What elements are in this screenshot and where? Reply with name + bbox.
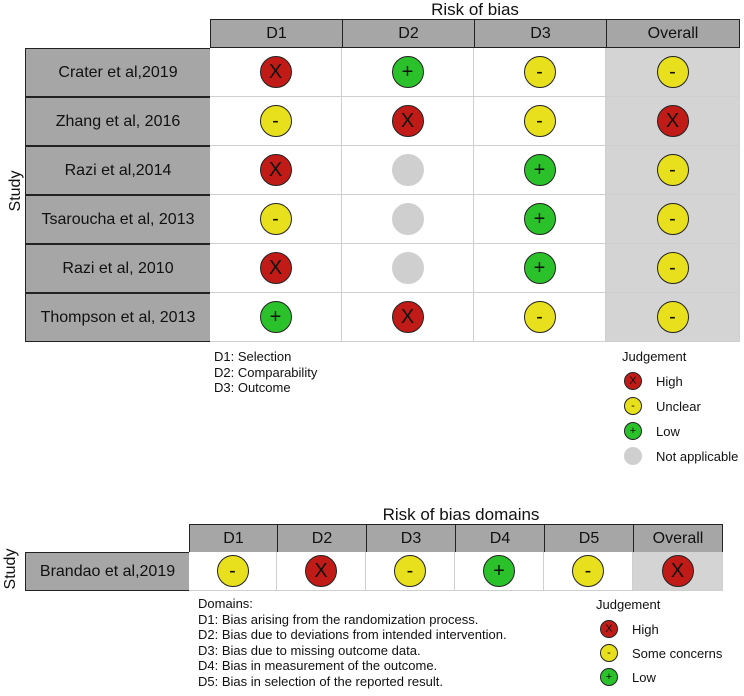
study-label: Crater et al,2019	[25, 48, 211, 97]
study-label: Zhang et al, 2016	[25, 97, 211, 146]
plus-icon: +	[600, 668, 618, 686]
domain-notes	[214, 349, 317, 396]
minus-icon: -	[524, 56, 556, 88]
minus-icon: -	[600, 644, 618, 662]
minus-icon: -	[657, 154, 689, 186]
column-header-d3: D3	[366, 524, 456, 553]
plus-icon: +	[524, 252, 556, 284]
x-icon: X	[260, 252, 292, 284]
x-icon: X	[600, 620, 618, 638]
study-label: Razi et al, 2010	[25, 244, 211, 293]
plus-icon: +	[260, 301, 292, 333]
domain-note: D2: Comparability	[214, 364, 318, 380]
x-icon: X	[260, 56, 292, 88]
legend-item-unclear	[624, 397, 701, 415]
judgement-cell	[606, 48, 740, 97]
judgement-cell	[474, 97, 606, 146]
minus-icon: -	[524, 105, 556, 137]
legend-label: High	[632, 621, 659, 637]
column-header-d2: D2	[277, 524, 367, 553]
legend-title: Judgement	[596, 597, 661, 612]
judgement-cell	[606, 244, 740, 293]
x-icon: X	[392, 301, 424, 333]
column-header-d2: D2	[342, 19, 475, 48]
x-icon: X	[305, 555, 337, 587]
judgement-cell	[210, 195, 342, 244]
judgement-cell	[189, 552, 277, 591]
minus-icon: -	[217, 555, 249, 587]
legend-item-not-applicable	[624, 447, 738, 465]
blank-circle-icon	[392, 154, 424, 186]
legend-label: Some concerns	[632, 645, 723, 661]
judgement-cell	[606, 146, 740, 195]
plus-icon: +	[392, 56, 424, 88]
minus-icon: -	[657, 203, 689, 235]
legend-item-some-concerns	[600, 644, 722, 662]
legend-label: Low	[632, 669, 656, 685]
judgement-cell	[455, 552, 544, 591]
minus-icon: -	[260, 203, 292, 235]
minus-icon: -	[657, 56, 689, 88]
judgement-cell	[277, 552, 366, 591]
judgement-cell	[474, 293, 606, 342]
judgement-cell	[606, 195, 740, 244]
judgement-cell	[606, 293, 740, 342]
blank-circle-icon	[392, 252, 424, 284]
judgement-cell	[342, 244, 474, 293]
domain-notes	[198, 596, 507, 689]
legend-item-low	[624, 422, 680, 440]
plus-icon: +	[624, 422, 642, 440]
x-icon: X	[392, 105, 424, 137]
legend-label: Unclear	[656, 398, 701, 414]
minus-icon: -	[572, 555, 604, 587]
judgement-cell	[342, 146, 474, 195]
judgement-cell	[606, 97, 740, 146]
minus-icon: -	[657, 252, 689, 284]
judgement-cell	[342, 293, 474, 342]
legend-title: Judgement	[622, 349, 687, 364]
judgement-cell	[544, 552, 633, 591]
legend-item-low	[600, 668, 656, 686]
figure-title: Risk of bias	[431, 0, 519, 19]
legend-label: Low	[656, 423, 680, 439]
x-icon: X	[662, 555, 694, 587]
judgement-cell	[342, 48, 474, 97]
blank-circle-icon	[392, 203, 424, 235]
x-icon: X	[624, 372, 642, 390]
column-header-d4: D4	[455, 524, 545, 553]
domain-note: D1: Bias arising from the randomization process.	[198, 611, 479, 627]
legend-label: Not applicable	[656, 448, 739, 464]
study-label: Tsaroucha et al, 2013	[25, 195, 211, 244]
minus-icon: -	[624, 397, 642, 415]
judgement-cell	[210, 146, 342, 195]
x-icon: X	[657, 105, 689, 137]
column-header-overall: Overall	[606, 19, 740, 48]
judgement-cell	[474, 48, 606, 97]
column-header-d1: D1	[210, 19, 343, 48]
blank-circle-icon	[624, 447, 642, 465]
judgement-cell	[210, 97, 342, 146]
study-label: Thompson et al, 2013	[25, 293, 211, 342]
column-header-d1: D1	[189, 524, 278, 553]
x-icon: X	[260, 154, 292, 186]
minus-icon: -	[657, 301, 689, 333]
minus-icon: -	[260, 105, 292, 137]
domain-note: D4: Bias in measurement of the outcome.	[198, 658, 438, 673]
study-axis-label: Study	[2, 548, 19, 590]
minus-icon: -	[394, 555, 426, 587]
judgement-cell	[342, 97, 474, 146]
judgement-cell	[474, 146, 606, 195]
judgement-cell	[210, 293, 342, 342]
domains-heading: Domains:	[198, 596, 253, 611]
legend-label: High	[656, 373, 683, 389]
domain-note: D3: Bias due to missing outcome data.	[198, 642, 421, 658]
judgement-cell	[474, 244, 606, 293]
legend-item-high	[600, 620, 659, 638]
plus-icon: +	[524, 154, 556, 186]
plus-icon: +	[483, 555, 515, 587]
judgement-cell	[366, 552, 455, 591]
domain-note: D3: Outcome	[214, 380, 291, 395]
figure-title: Risk of bias domains	[382, 505, 540, 524]
plus-icon: +	[524, 203, 556, 235]
column-header-d3: D3	[474, 19, 607, 48]
domain-note: D5: Bias in selection of the reported result.	[198, 673, 443, 689]
study-axis-label: Study	[7, 170, 24, 212]
judgement-cell	[210, 244, 342, 293]
judgement-cell	[342, 195, 474, 244]
study-label: Brandao et al,2019	[25, 552, 190, 591]
minus-icon: -	[524, 301, 556, 333]
domain-note: D1: Selection	[214, 349, 292, 364]
judgement-cell	[633, 552, 723, 591]
column-header-overall: Overall	[633, 524, 723, 553]
judgement-cell	[474, 195, 606, 244]
study-label: Razi et al,2014	[25, 146, 211, 195]
legend-item-high	[624, 372, 683, 390]
domain-note: D2: Bias due to deviations from intended intervention.	[198, 627, 507, 642]
judgement-cell	[210, 48, 342, 97]
column-header-d5: D5	[544, 524, 634, 553]
